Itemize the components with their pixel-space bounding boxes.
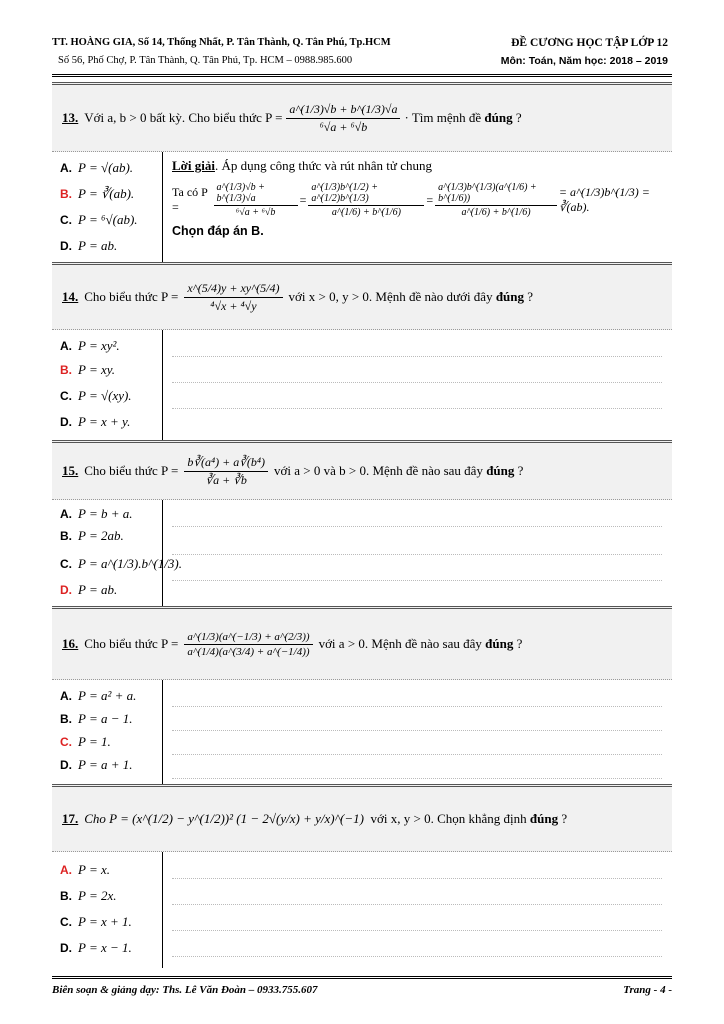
option-d[interactable]: D. P = ab. (60, 238, 118, 253)
option-a[interactable]: A. P = √(ab). (60, 160, 134, 175)
question-15-header: 15. Cho biểu thức P = $\frac{\text{b∛(a⁴) + a∛(b⁴)}}{∛a + ∛b}$ với a > 0 và b > 0. Mệnh đề nào sau đây đúng ? (52, 440, 672, 500)
footer-author: Biên soạn & giảng dạy: Ths. Lê Văn Đoàn – 0933.755.607 (52, 984, 318, 996)
footer-divider (52, 976, 672, 979)
question-fraction: $\frac{a\^{}(1/3)(a\^{}(-1/3) + a\^{}(2/3))}{a\^{}(1/4)(a\^{}(3/4) + a\^{}(-1/4))}$ (184, 631, 312, 658)
question-number: 13. (62, 110, 79, 125)
question-end: ? (515, 110, 522, 125)
option-d[interactable]: D. P = x − 1. (60, 940, 132, 955)
question-14-header: 14. Cho biểu thức P = $\frac{x\^{}(5/4)y + xy\^{}(5/4)}{\text{⁴√x + ⁴√y}}$ với x > 0, y > 0. Mệnh đề nào dưới đây đúng ? (52, 262, 672, 330)
solution (172, 158, 668, 238)
header-divider (52, 74, 672, 77)
question-17 (52, 784, 672, 970)
options-column (52, 330, 163, 440)
header-center-name: TT. HOÀNG GIA, Số 14, Thống Nhất, P. Tân Thành, Q. Tân Phú, Tp.HCM (52, 37, 391, 48)
fraction-numerator: a^(1/3)√b + b^(1/3)√a (286, 102, 400, 119)
option-c[interactable]: C. P = a^(1/3).b^(1/3). (60, 556, 182, 571)
option-a[interactable]: A. P = b + a. (60, 506, 133, 521)
question-13-header (52, 82, 672, 152)
answer-lines (172, 330, 662, 440)
option-b[interactable]: B. P = ∛(ab). (60, 186, 135, 201)
option-b[interactable]: B. P = a − 1. (60, 711, 133, 726)
option-d[interactable]: D. P = x + y. (60, 414, 131, 429)
solution-equation: Ta có P = $\frac{a\^{}(1/3)√b + b\^{}(1/3)√a}{\text{⁶√a + ⁶√b}}$ = $\frac{a\^{}(1/3)b\^{}(1/2) + a\^{}(1/2)b\^{}(1/3)}{a\^{}(1/6) + b\^{}(1/6)}$ = $\frac{a\^{}(1/3)b\^{}(1/3)(a\^{}(1/6) + b\^{}(1/6))}{a\^{}(1/6) + b\^{}(1/6)}$ = a^(1/3)b^(1/3) = ∛(ab). (172, 182, 650, 218)
question-fraction (286, 102, 400, 135)
option-b[interactable]: B. P = 2x. (60, 888, 117, 903)
header-center-address: Số 56, Phố Chợ, P. Tân Thành, Q. Tân Phú, Tp. HCM – 0988.985.600 (58, 55, 353, 66)
question-fraction: $\frac{\text{b∛(a⁴) + a∛(b⁴)}}{∛a + ∛b}$ (184, 455, 268, 488)
options-column (52, 852, 163, 968)
question-text-after: · Tìm mệnh đề (404, 110, 482, 125)
option-d[interactable]: D. P = a + 1. (60, 757, 133, 772)
option-c[interactable]: C. P = ⁶√(ab). (60, 212, 138, 227)
question-16-header: 16. Cho biểu thức P = $\frac{a\^{}(1/3)(a\^{}(-1/3) + a\^{}(2/3))}{a\^{}(1/4)(a\^{}(3/4) + a\^{}(-1/4))}$ với a > 0. Mệnh đề nào sau đây đúng ? (52, 606, 672, 680)
option-b[interactable]: B. P = xy. (60, 362, 116, 377)
question-text: Với a, b > 0 bất kỳ. Cho biểu thức P = (84, 110, 283, 125)
question-13 (52, 82, 672, 264)
option-a[interactable]: A. P = xy². (60, 338, 120, 353)
option-c[interactable]: C. P = √(xy). (60, 388, 132, 403)
answer-lines (172, 852, 662, 968)
question-emphasis: đúng (484, 110, 513, 125)
options-column (52, 500, 182, 606)
header-doc-title: ĐỀ CƯƠNG HỌC TẬP LỚP 12 (511, 37, 668, 49)
option-c[interactable]: C. P = 1. (60, 734, 111, 749)
fraction-denominator: ⁶√a + ⁶√b (319, 119, 368, 134)
answer-lines (172, 680, 662, 784)
option-b[interactable]: B. P = 2ab. (60, 528, 124, 543)
footer-page-number: Trang - 4 - (623, 984, 672, 996)
options-column (52, 152, 163, 264)
answer-lines (172, 500, 662, 606)
option-a[interactable]: A. P = a² + a. (60, 688, 137, 703)
header-subject-year: Môn: Toán, Năm học: 2018 – 2019 (500, 55, 668, 67)
option-d[interactable]: D. P = ab. (60, 582, 118, 597)
question-14 (52, 262, 672, 442)
question-15 (52, 440, 672, 608)
question-16 (52, 606, 672, 786)
question-17-header: 17. Cho P = (x^(1/2) − y^(1/2))² (1 − 2√(y/x) + y/x)^(−1) với x, y > 0. Chọn khẳng định đúng ? (52, 784, 672, 852)
option-a[interactable]: A. P = x. (60, 862, 110, 877)
solution-intro: Lời giải. Áp dụng công thức và rút nhân tử chung (172, 158, 432, 173)
options-column (52, 680, 163, 784)
solution-answer: Chọn đáp án B. (172, 224, 264, 238)
option-c[interactable]: C. P = x + 1. (60, 914, 132, 929)
question-fraction: $\frac{x\^{}(5/4)y + xy\^{}(5/4)}{\text{⁴√x + ⁴√y}}$ (184, 281, 282, 314)
page-header (52, 37, 672, 75)
